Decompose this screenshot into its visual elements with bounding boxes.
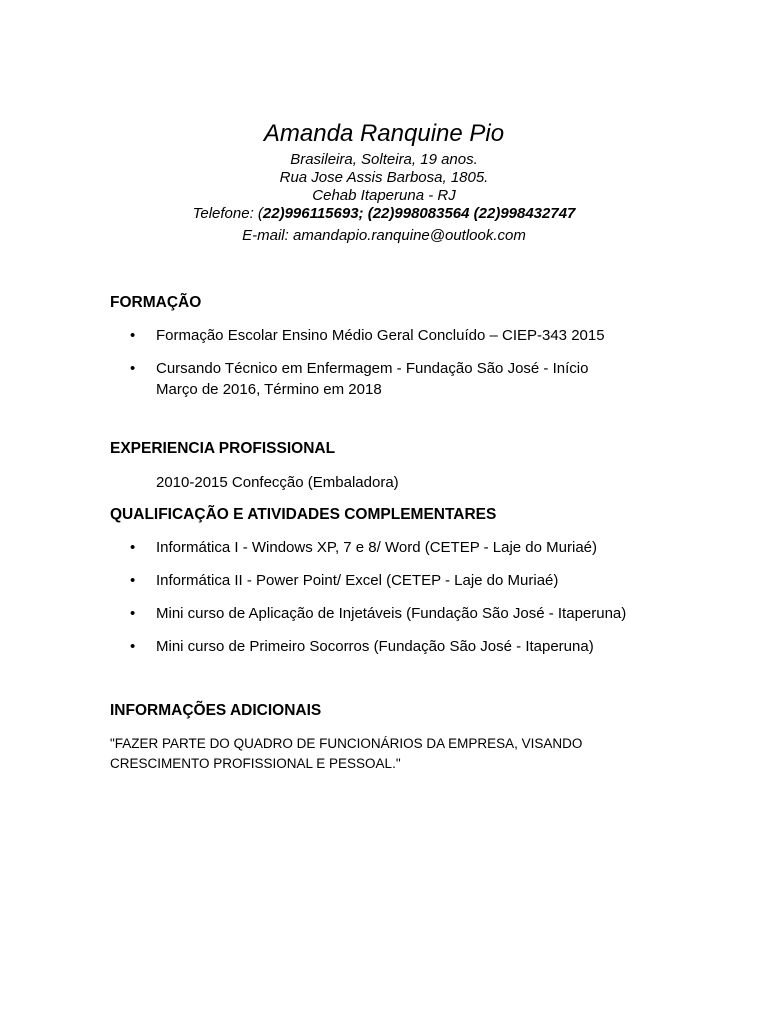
experiencia-entry: 2010-2015 Confecção (Embaladora) — [156, 474, 399, 491]
email-line: E-mail: amandapio.ranquine@outlook.com — [242, 227, 526, 244]
bullet-icon: • — [130, 327, 136, 344]
resume-header — [0, 118, 768, 245]
formacao-item-text: Formação Escolar Ensino Médio Geral Concluído – CIEP-343 2015 — [156, 327, 605, 344]
phone-numbers: 22)996115693; (22)998083564 (22)998432747 — [262, 205, 576, 222]
candidate-name: Amanda Ranquine Pio — [263, 120, 505, 147]
qualificacao-item-text: Mini curso de Primeiro Socorros (Fundação São José - Itaperuna) — [156, 638, 594, 655]
qualificacao-item-text: Mini curso de Aplicação de Injetáveis (Fundação São José - Itaperuna) — [156, 605, 627, 622]
experiencia-title: EXPERIENCIA PROFISSIONAL — [110, 440, 336, 457]
bullet-icon: • — [130, 638, 136, 655]
list-item — [130, 358, 626, 400]
objective-text: "FAZER PARTE DO QUADRO DE FUNCIONÁRIOS DA EMPRESA, VISANDO CRESCIMENTO PROFISSIONAL E PESSOAL." — [110, 736, 583, 771]
formacao-list — [130, 325, 690, 412]
formacao-title: FORMAÇÃO — [110, 294, 202, 311]
bullet-icon: • — [130, 572, 136, 589]
qualificacao-title: QUALIFICAÇÃO E ATIVIDADES COMPLEMENTARES — [110, 506, 497, 523]
qualificacao-item-text: Informática I - Windows XP, 7 e 8/ Word (CETEP - Laje do Muriaé) — [156, 539, 598, 556]
bullet-icon: • — [130, 605, 136, 622]
phone-line — [0, 205, 768, 223]
list-item — [130, 325, 690, 346]
bullet-icon: • — [130, 360, 136, 377]
list-item — [130, 636, 690, 657]
address-street: Rua Jose Assis Barbosa, 1805. — [279, 169, 489, 186]
formacao-item-text: Cursando Técnico em Enfermagem - Fundação São José - Início Março de 2016, Término em 2018 — [156, 360, 589, 398]
qualificacao-list — [130, 537, 690, 669]
informacoes-title: INFORMAÇÕES ADICIONAIS — [110, 702, 322, 719]
personal-info: Brasileira, Solteira, 19 anos. — [290, 151, 478, 168]
bullet-icon: • — [130, 539, 136, 556]
phone-label: Telefone: ( — [192, 205, 263, 222]
list-item — [130, 570, 690, 591]
address-city: Cehab Itaperuna - RJ — [312, 187, 456, 204]
qualificacao-item-text: Informática II - Power Point/ Excel (CETEP - Laje do Muriaé) — [156, 572, 559, 589]
list-item — [130, 603, 690, 624]
list-item — [130, 537, 690, 558]
